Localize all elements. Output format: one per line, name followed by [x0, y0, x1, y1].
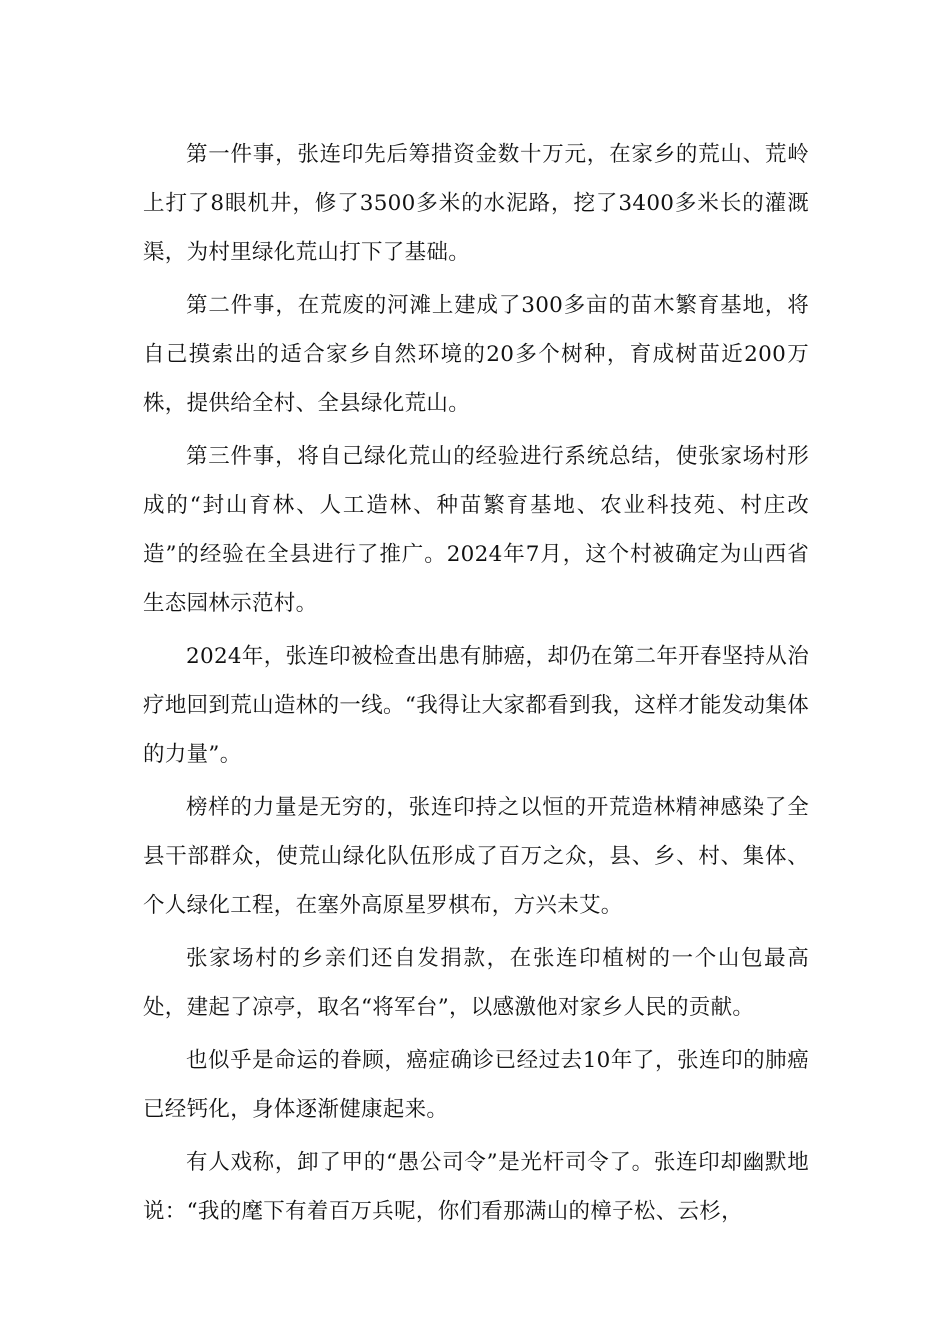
paragraph-5: 榜样的力量是无穷的，张连印持之以恒的开荒造林精神感染了全县干部群众，使荒山绿化队伍形成了百万之众，县、乡、村、集体、个人绿化工程，在塞外高原星罗棋布，方兴未艾。 — [143, 795, 809, 918]
paragraph-7: 也似乎是命运的眷顾，癌症确诊已经过去10年了，张连印的肺癌已经钙化，身体逐渐健康起来。 — [143, 1048, 809, 1122]
paragraph-4: 2024年，张连印被检查出患有肺癌，却仍在第二年开春坚持从治疗地回到荒山造林的一线。“我得让大家都看到我，这样才能发动集体的力量”。 — [143, 644, 809, 767]
paragraph-2: 第二件事，在荒废的河滩上建成了300多亩的苗木繁育基地，将自己摸索出的适合家乡自然环境的20多个树种，育成树苗近200万株，提供给全村、全县绿化荒山。 — [143, 293, 809, 416]
document-body — [143, 130, 809, 1240]
paragraph-6: 张家场村的乡亲们还自发捐款，在张连印植树的一个山包最高处，建起了凉亭，取名“将军台”，以感激他对家乡人民的贡献。 — [143, 946, 809, 1020]
paragraph-8: 有人戏称，卸了甲的“愚公司令”是光杆司令了。张连印却幽默地说：“我的麾下有着百万兵呢，你们看那满山的樟子松、云杉， — [143, 1150, 809, 1224]
paragraph-1: 第一件事，张连印先后筹措资金数十万元，在家乡的荒山、荒岭上打了8眼机井，修了3500多米的水泥路，挖了3400多米长的灌溉渠，为村里绿化荒山打下了基础。 — [143, 142, 809, 265]
paragraph-3: 第三件事，将自己绿化荒山的经验进行系统总结，使张家场村形成的“封山育林、人工造林、种苗繁育基地、农业科技苑、村庄改造”的经验在全县进行了推广。2024年7月，这个村被确定为山西省生态园林示范村。 — [143, 444, 809, 616]
